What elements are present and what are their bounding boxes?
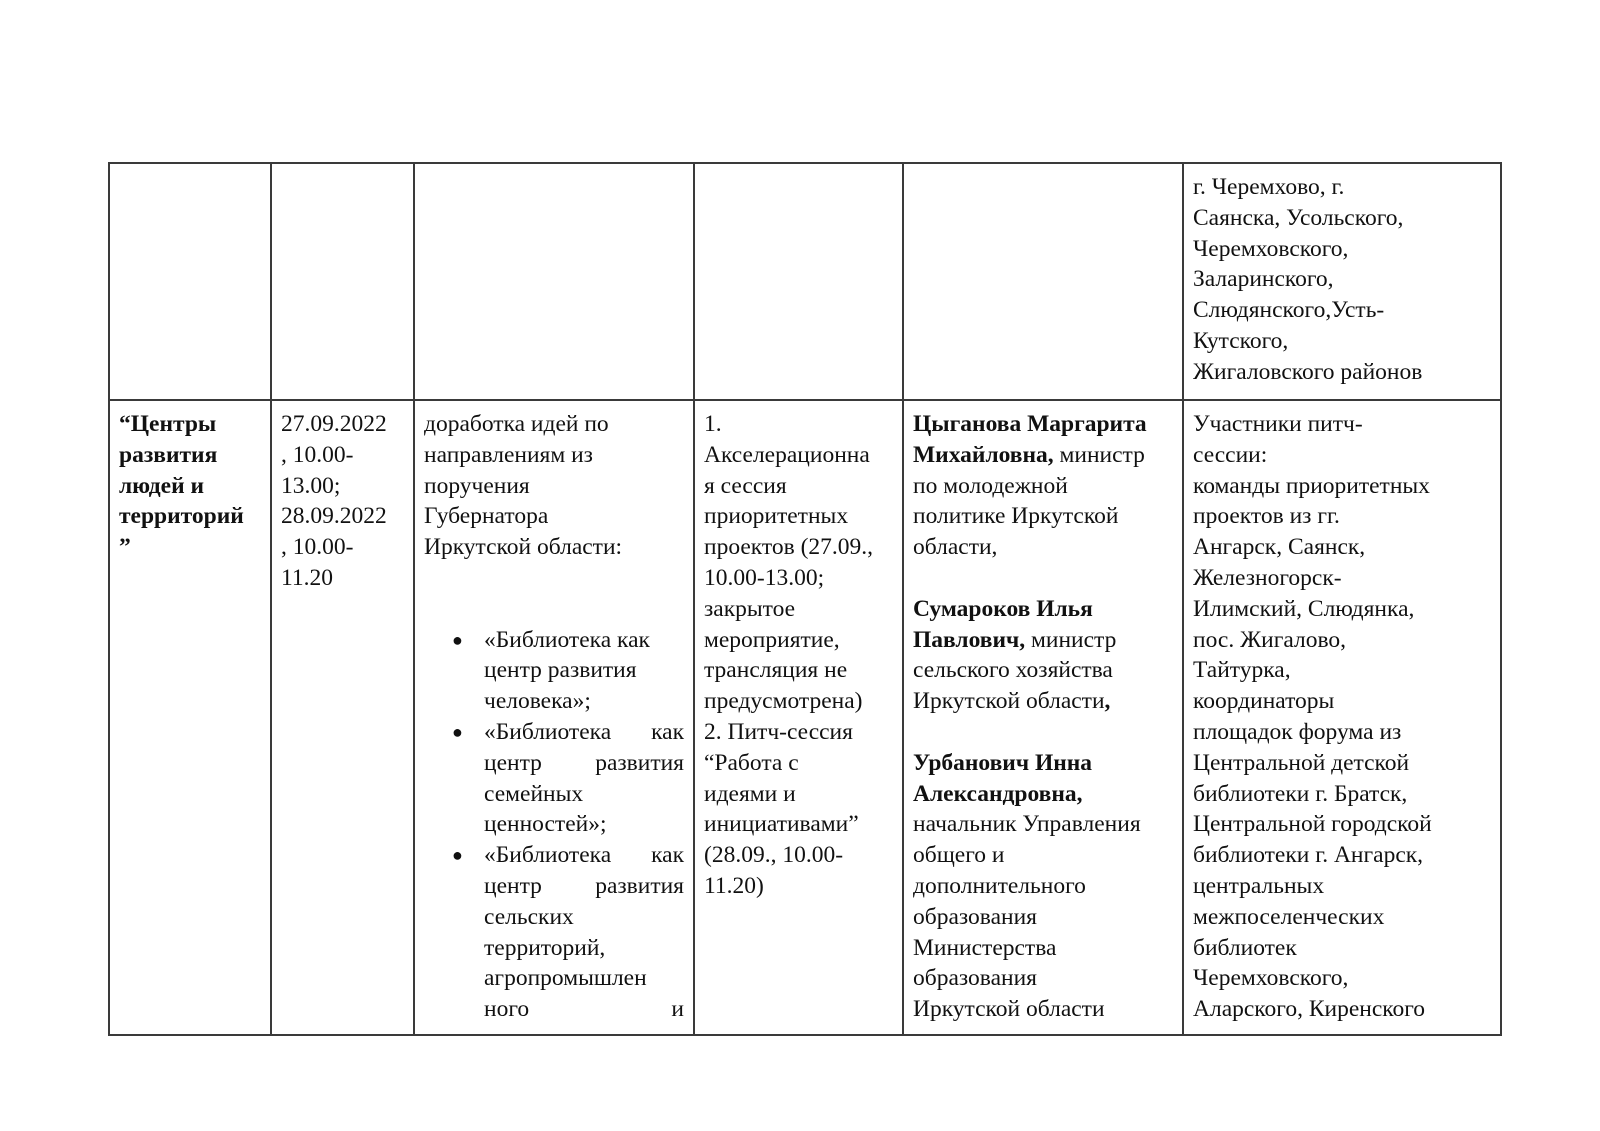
text-line: поручения: [424, 472, 530, 499]
word: ного: [484, 996, 530, 1023]
text-line: семейных: [484, 780, 584, 807]
text-line: “Центры: [119, 411, 217, 437]
text-line: начальник Управления: [913, 811, 1141, 838]
speaker-name: Михайловна,: [913, 441, 1054, 468]
word: как: [651, 718, 684, 745]
text-line: Железногорск-: [1193, 564, 1342, 591]
text-line: области,: [913, 534, 998, 561]
text-line: ”: [119, 534, 131, 561]
speaker-name: Павлович,: [913, 626, 1026, 653]
text-line: я сессия: [704, 472, 787, 499]
text-line: проектов из гг.: [1193, 503, 1340, 530]
spacer: [913, 563, 1173, 594]
text-line: центр развития: [484, 657, 637, 684]
speaker-name: Урбанович Инна: [913, 749, 1093, 776]
word: центр: [484, 872, 542, 899]
list-item: [452, 717, 684, 840]
text-line: [913, 625, 1173, 656]
text-line: “Работа с: [704, 749, 799, 776]
text-line: 10.00-13.00;: [704, 564, 825, 591]
cell-empty-4: [694, 163, 903, 400]
text-line: Иркутской области: [913, 996, 1105, 1023]
text-line: агропромышлен: [484, 965, 647, 992]
text-line: политике Иркутской: [913, 503, 1119, 530]
text-line: Акселерационна: [704, 441, 870, 468]
list-item: [452, 840, 684, 1025]
justified-line: [484, 840, 684, 871]
text-line: , 10.00-: [281, 441, 354, 468]
text-line: Министерства: [913, 934, 1057, 961]
text-line: межпоселенческих: [1193, 903, 1385, 930]
word: и: [671, 996, 684, 1023]
cell-empty-2: [271, 163, 414, 400]
text-line: [913, 686, 1173, 717]
text-line: дополнительного: [913, 872, 1086, 899]
text-line: сельского хозяйства: [913, 657, 1113, 684]
word: «Библиотека: [484, 842, 612, 869]
text-line: Центральной городской: [1193, 811, 1432, 838]
text-line: Илимский, Слюдянка,: [1193, 595, 1415, 622]
text-line: библиотеки г. Братск,: [1193, 780, 1408, 807]
text-line: центральных: [1193, 872, 1325, 899]
text-line: Слюдянского,Усть-: [1193, 297, 1385, 324]
text-line: человека»;: [484, 688, 591, 715]
text-line: 11.20): [704, 872, 764, 899]
cell-event-title: [109, 400, 271, 1035]
text-line: Иркутской области:: [424, 534, 623, 561]
text-line: Черемховского,: [1193, 965, 1349, 992]
text-line: приоритетных: [704, 503, 849, 530]
word: «Библиотека: [484, 718, 612, 745]
bullet-icon: ●: [452, 845, 463, 866]
bullet-icon: ●: [452, 721, 463, 742]
text-line: идеями и: [704, 780, 796, 807]
justified-line: [484, 871, 684, 902]
cell-event-participants: [1183, 400, 1501, 1035]
text-line: библиотеки г. Ангарск,: [1193, 842, 1424, 869]
list-item: [452, 625, 684, 717]
spacer: [913, 717, 1173, 748]
speaker-role: министр: [1025, 626, 1117, 653]
text-line: г. Черемхово, г.: [1193, 174, 1345, 200]
text-line: площадок форума из: [1193, 718, 1402, 745]
text-line: [913, 440, 1173, 471]
cell-event-speakers: [903, 400, 1183, 1035]
bullet-icon: ●: [452, 629, 463, 650]
word: развития: [595, 872, 684, 899]
justified-line: [484, 994, 684, 1025]
cell-event-format: [694, 400, 903, 1035]
text-line: Центральной детской: [1193, 749, 1410, 776]
text-line: 27.09.2022: [281, 411, 387, 437]
cell-participants-continued: [1183, 163, 1501, 400]
text-line: 28.09.2022: [281, 503, 387, 530]
text-line: территорий: [119, 503, 244, 530]
text-line: инициативами”: [704, 811, 859, 838]
text-line: образования: [913, 903, 1037, 930]
spacer: [424, 563, 684, 625]
cell-empty-3: [414, 163, 694, 400]
punctuation: ,: [1104, 688, 1111, 715]
text-line: ценностей»;: [484, 811, 607, 838]
speaker-name: Сумароков Илья: [913, 595, 1093, 622]
speaker-name: Цыганова Маргарита: [913, 411, 1147, 437]
topic-list: [424, 625, 684, 1025]
table-row-event: [109, 400, 1501, 1035]
text-line: (28.09., 10.00-: [704, 842, 844, 869]
table-row-continuation: [109, 163, 1501, 400]
text-line: Черемховского,: [1193, 235, 1349, 262]
speaker-name: Александровна,: [913, 780, 1083, 807]
cell-event-dates: [271, 400, 414, 1035]
text-line: , 10.00-: [281, 534, 354, 561]
text-line: Жигаловского районов: [1193, 358, 1423, 385]
word: развития: [595, 749, 684, 776]
text-line: развития: [119, 441, 218, 468]
justified-line: [484, 748, 684, 779]
cell-event-topics: [414, 400, 694, 1035]
word: центр: [484, 749, 542, 776]
text-line: территорий,: [484, 934, 606, 961]
text-line: пос. Жигалово,: [1193, 626, 1347, 653]
text-line: по молодежной: [913, 472, 1068, 499]
cell-empty-1: [109, 163, 271, 400]
text-line: Участники питч-: [1193, 411, 1363, 437]
justified-line: [484, 717, 684, 748]
word: как: [651, 842, 684, 869]
speaker-role: Иркутской области: [913, 688, 1105, 715]
text-line: 2. Питч-сессия: [704, 718, 853, 745]
text-line: трансляция не: [704, 657, 848, 684]
text-line: мероприятие,: [704, 626, 840, 653]
text-line: «Библиотека как: [484, 626, 650, 653]
text-line: проектов (27.09.,: [704, 534, 874, 561]
text-line: сессии:: [1193, 441, 1268, 468]
text-line: 11.20: [281, 564, 334, 591]
text-line: доработка идей по: [424, 411, 609, 437]
text-line: образования: [913, 965, 1037, 992]
text-line: закрытое: [704, 595, 796, 622]
text-line: сельских: [484, 903, 574, 930]
text-line: Губернатора: [424, 503, 549, 530]
text-line: Заларинского,: [1193, 266, 1334, 293]
text-line: Ангарск, Саянск,: [1193, 534, 1366, 561]
text-line: 1.: [704, 411, 722, 437]
text-line: общего и: [913, 842, 1005, 869]
speaker-role: министр: [1053, 441, 1145, 468]
cell-empty-5: [903, 163, 1183, 400]
text-line: библиотек: [1193, 934, 1297, 961]
text-line: направлениям из: [424, 441, 593, 468]
schedule-table: [108, 162, 1502, 1036]
text-line: предусмотрена): [704, 688, 863, 715]
text-line: Тайтурка,: [1193, 657, 1291, 684]
text-line: Саянска, Усольского,: [1193, 204, 1404, 231]
text-line: Кутского,: [1193, 327, 1289, 354]
text-line: 13.00;: [281, 472, 341, 499]
text-line: Аларского, Киренского: [1193, 996, 1426, 1023]
text-line: людей и: [119, 472, 205, 499]
text-line: команды приоритетных: [1193, 472, 1430, 499]
text-line: координаторы: [1193, 688, 1335, 715]
